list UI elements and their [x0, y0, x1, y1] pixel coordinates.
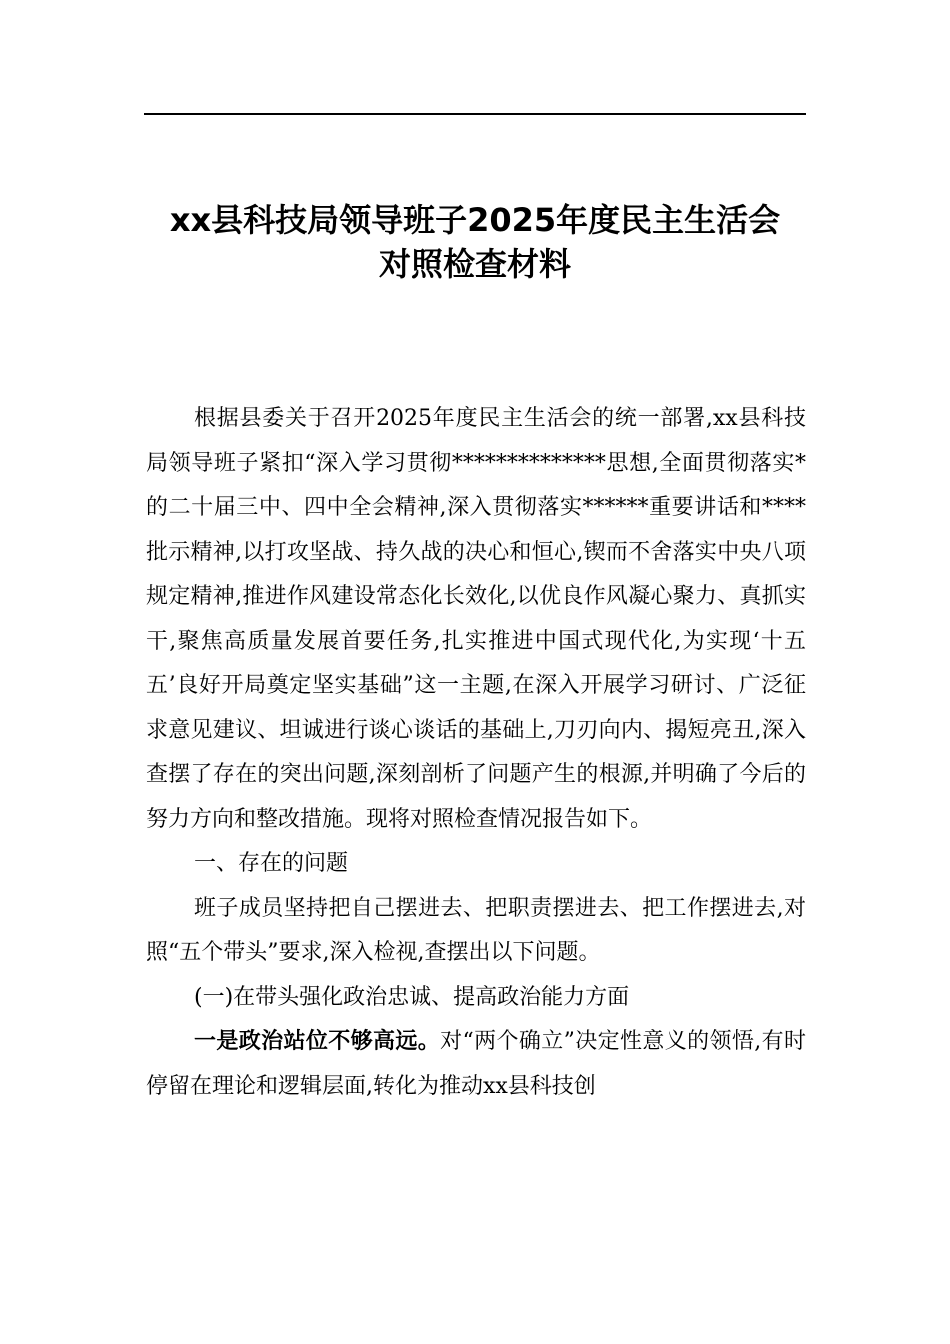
subsection-1-heading: (一)在带头强化政治忠诚、提高政治能力方面 [194, 984, 630, 1010]
section-1-heading: 一、存在的问题 [194, 851, 349, 876]
document-title-line-2: 对照检查材料 [378, 245, 571, 283]
header-rule [144, 113, 806, 115]
section-1-paragraph: 班子成员坚持把自己摆进去、把职责摆进去、把工作摆进去,对照“五个带头”要求,深入检视,查摆出以下问题。 [146, 895, 806, 965]
point-1-text: 对“两个确立”决定性意义的领悟,有时停留在理论和逻辑层面,转化为推动xx县科技创 [146, 1029, 806, 1099]
intro-paragraph: 根据县委关于召开2025年度民主生活会的统一部署,xx县科技局领导班子紧扣“深入学习贯彻**************思想,全面贯彻落实*的二十届三中、四中全会精神,深入贯彻落实******重要讲话和****批示精神,以打攻坚战、持久战的决心和恒心,锲而不舍落实中央八项规定精神,推进作风建设常态化长效化,以优良作风凝心聚力、真抓实干,聚焦高质量发展首要任务,扎实推进中国式现代化,为实现‘十五五’良好开局奠定坚实基础”这一主题,在深入开展学习研讨、广泛征求意见建议、坦诚进行谈心谈话的基础上,刀刃向内、揭短亮丑,深入查摆了存在的突出问题,深刻剖析了问题产生的根源,并明确了今后的努力方向和整改措施。现将对照检查情况报告如下。 [146, 406, 806, 832]
document-body [146, 397, 806, 1109]
point-1-paragraph [146, 1020, 806, 1109]
document-title-line-1: xx县科技局领导班子2025年度民主生活会 [169, 201, 781, 239]
point-1-lead: 一是政治站位不够高远。 [194, 1029, 441, 1054]
